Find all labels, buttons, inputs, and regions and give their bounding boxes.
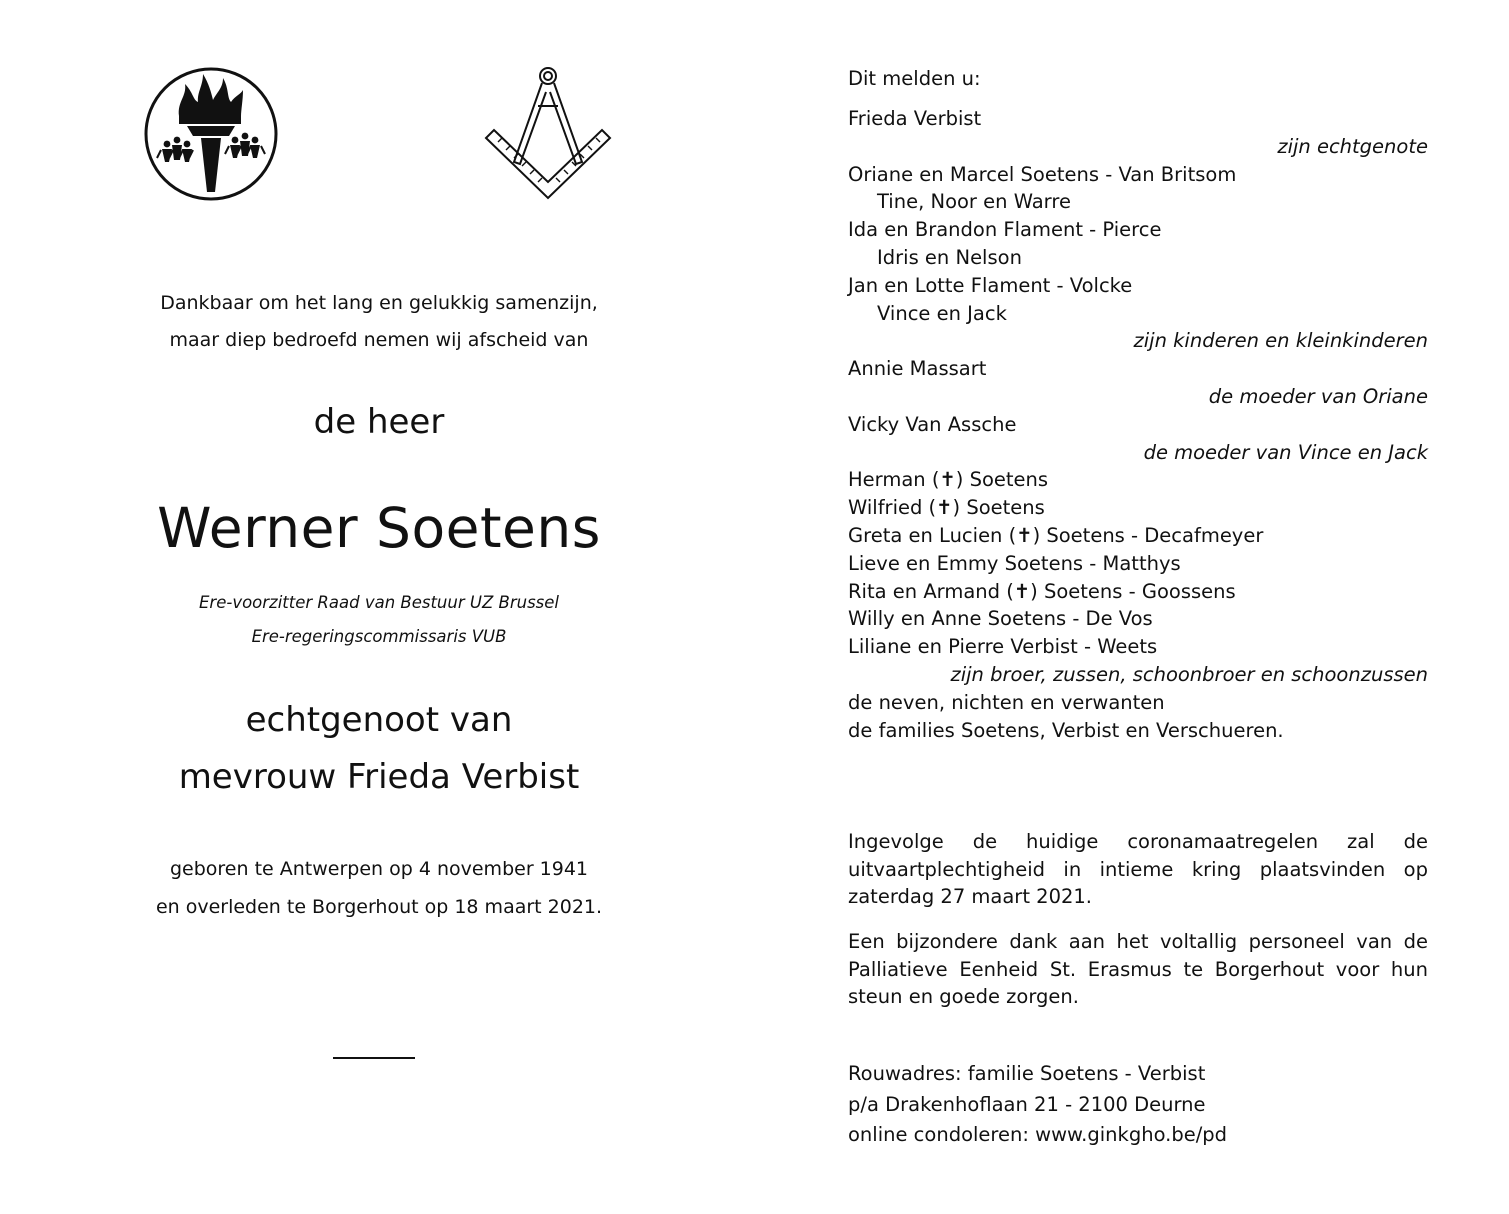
family-line: Greta en Lucien (✝) Soetens - Decafmeyer: [848, 523, 1264, 547]
family-line: Annie Massart: [848, 357, 987, 381]
relation-label: zijn echtgenote: [1277, 134, 1428, 158]
family-list: [848, 105, 1428, 744]
family-line: Oriane en Marcel Soetens - Van Britsom: [848, 162, 1237, 186]
family-line: Ida en Brandon Flament - Pierce: [848, 218, 1162, 242]
family-line: de neven, nichten en verwanten: [848, 690, 1165, 714]
spouse-text: [140, 692, 618, 806]
relation-label: zijn kinderen en kleinkinderen: [1133, 329, 1428, 353]
intro-line-1: Dankbaar om het lang en gelukkig samenzijn,: [160, 292, 598, 314]
family-line: Frieda Verbist: [848, 107, 982, 130]
notice-paragraph-1: Ingevolge de huidige coronamaatregelen zal de uitvaartplechtigheid in intieme kring plaatsvinden op zaterdag 27 maart 2021.: [848, 830, 1428, 908]
family-line: Idris en Nelson: [877, 245, 1022, 269]
deceased-name: Werner Soetens: [157, 496, 601, 560]
family-line: Willy en Anne Soetens - De Vos: [848, 607, 1153, 631]
family-line: Tine, Noor en Warre: [877, 190, 1071, 214]
relation-label: de moeder van Vince en Jack: [1143, 440, 1428, 464]
notice-paragraph-2: Een bijzondere dank aan het voltallig personeel van de Palliatieve Eenheid St. Erasmus te Borgerhout voor hun steun en goede zorgen.: [848, 930, 1428, 1008]
contact-info: [848, 1059, 1428, 1151]
family-line: Vicky Van Assche: [848, 412, 1017, 436]
title-line-1: Ere-voorzitter Raad van Bestuur UZ Brussel: [199, 593, 559, 612]
titles: [140, 586, 618, 654]
spouse-line-1: echtgenoot van: [245, 700, 513, 740]
intro-text: [140, 285, 618, 359]
condolence-link[interactable]: online condoleren: www.ginkgho.be/pd: [848, 1123, 1228, 1146]
family-line: Wilfried (✝) Soetens: [848, 496, 1045, 520]
relation-label: zijn broer, zussen, schoonbroer en schoonzussen: [950, 662, 1428, 686]
family-line: Liliane en Pierre Verbist - Weets: [848, 635, 1158, 659]
relation-label: de moeder van Oriane: [1208, 384, 1428, 408]
mourning-address: Rouwadres: familie Soetens - Verbist: [848, 1062, 1206, 1085]
death-date: en overleden te Borgerhout op 18 maart 2021.: [155, 896, 603, 918]
family-line: Lieve en Emmy Soetens - Matthys: [848, 551, 1181, 575]
street-address: p/a Drakenhoflaan 21 - 2100 Deurne: [848, 1092, 1206, 1116]
torch-emblem-icon: [143, 66, 279, 202]
announcement-heading: Dit melden u:: [848, 67, 981, 90]
title-line-2: Ere-regeringscommissaris VUB: [251, 627, 507, 646]
family-line: de families Soetens, Verbist en Verschueren.: [848, 718, 1284, 742]
family-line: Jan en Lotte Flament - Volcke: [848, 273, 1133, 297]
separator-line: [333, 1057, 415, 1059]
spouse-line-2: mevrouw Frieda Verbist: [178, 757, 580, 797]
family-line: Herman (✝) Soetens: [848, 468, 1049, 492]
square-and-compass-icon: [484, 66, 614, 202]
intro-line-2: maar diep bedroefd nemen wij afscheid van: [169, 329, 589, 351]
birth-date: geboren te Antwerpen op 4 november 1941: [169, 858, 589, 880]
dates: [140, 850, 618, 926]
family-line: Vince en Jack: [877, 301, 1007, 325]
honorific: de heer: [313, 402, 445, 442]
family-line: Rita en Armand (✝) Soetens - Goossens: [848, 579, 1236, 603]
